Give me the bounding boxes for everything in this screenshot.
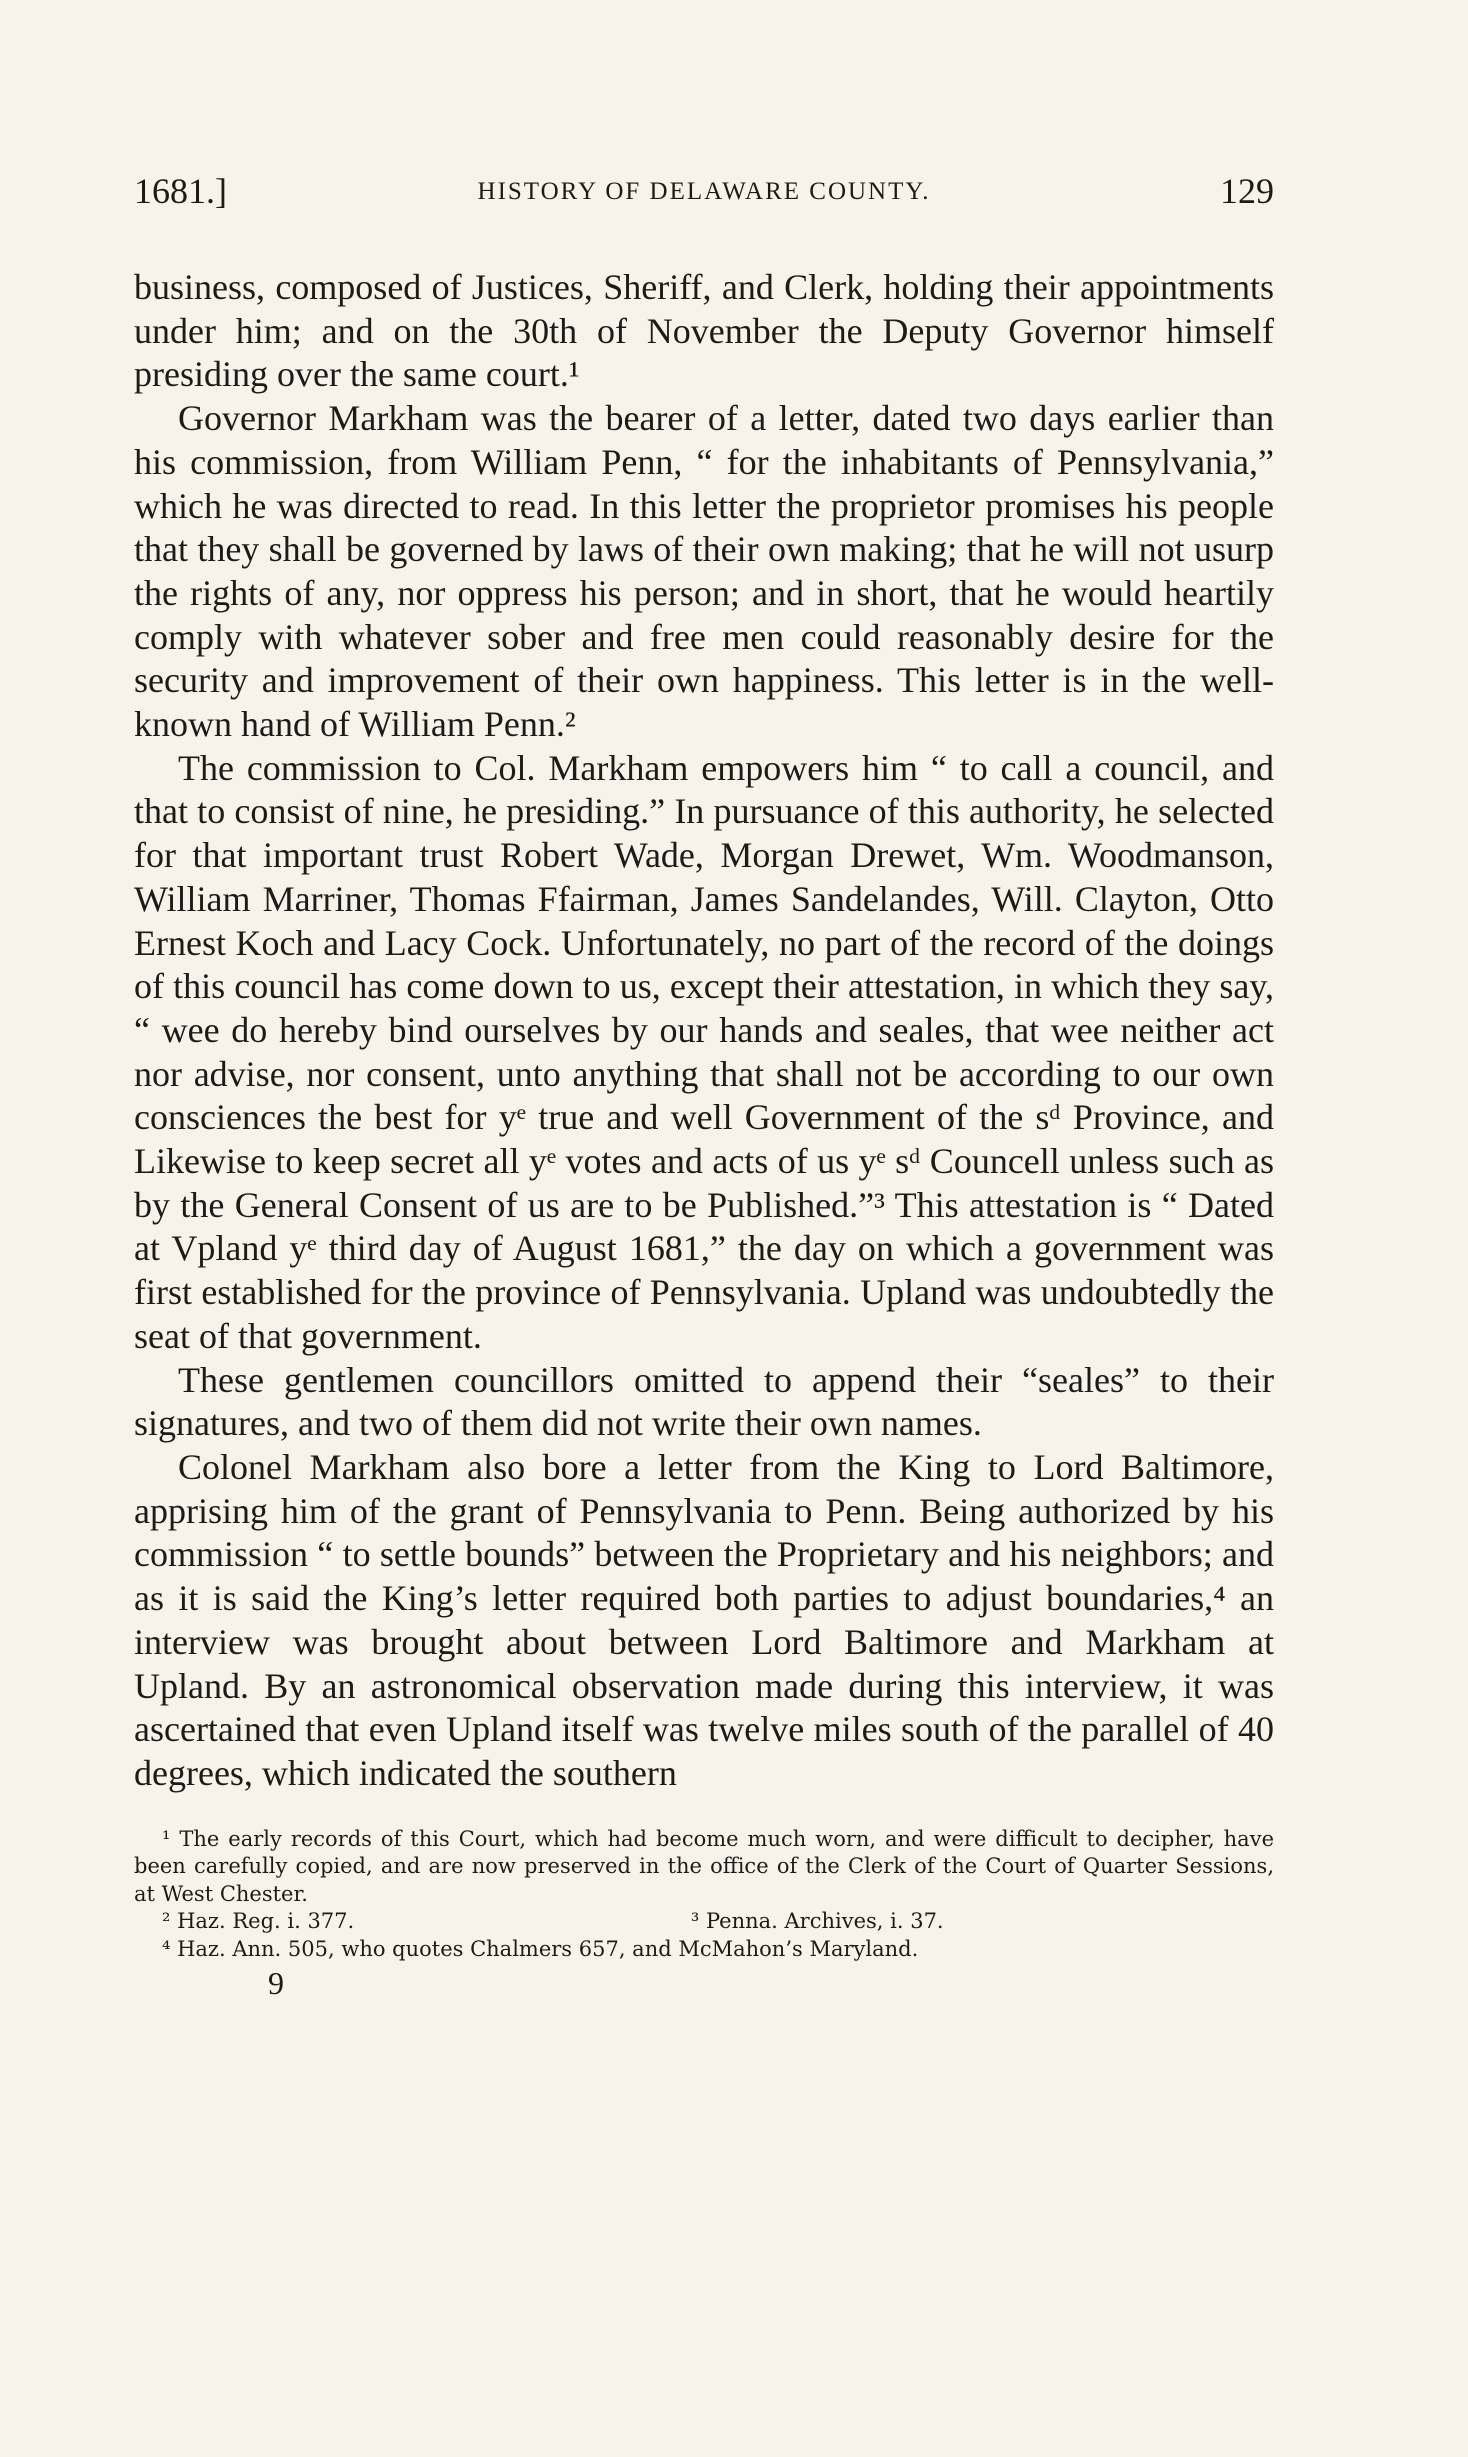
paragraph-1: business, composed of Justices, Sheriff, and Clerk, holding their appointments under him; and on the 30th of November the Deputy Governor himself presiding over the same court.¹ bbox=[134, 267, 1274, 395]
header-year: 1681.] bbox=[134, 171, 227, 211]
signature-mark: 9 bbox=[268, 1965, 284, 2002]
footnote-4: ⁴ Haz. Ann. 505, who quotes Chalmers 657, and McMahon’s Maryland. bbox=[162, 1936, 919, 1961]
header-title: HISTORY OF DELAWARE COUNTY. bbox=[477, 178, 931, 205]
book-page bbox=[134, 160, 1274, 2002]
footnote-1: ¹ The early records of this Court, which had become much worn, and were difficult to decipher, have been carefully copied, and are now preserved in the office of the Clerk of the Court of Quarter Sessions, at West Chester. bbox=[134, 1826, 1274, 1906]
paragraph-3: The commission to Col. Markham empowers him “ to call a council, and that to consist of nine, he presiding.” In pursuance of this authority, he selected for that important trust Robert Wade, Morgan Drewet, Wm. Woodmanson, William Marriner, Thomas Ffairman, James Sandelandes, Will. Clayton, Otto Ernest Koch and Lacy Cock. Unfortunately, no part of the record of the doings of this council has come down to us, except their attestation, in which they say, “ wee do hereby bind ourselves by our hands and seales, that wee neither act nor advise, nor consent, unto anything that shall not be according to our own consciences the best for yᵉ true and well Government of the sᵈ Province, and Likewise to keep secret all yᵉ votes and acts of us yᵉ sᵈ Councell unless such as by the General Consent of us are to be Published.”³ This attestation is “ Dated at Vpland yᵉ third day of August 1681,” the day on which a government was first established for the province of Pennsylvania. Upland was undoubtedly the seat of that government. bbox=[134, 747, 1274, 1356]
paragraph-4: These gentlemen councillors omitted to append their “seales” to their signatures, and two of them did not write their own names. bbox=[134, 1359, 1274, 1444]
paragraph-5: Colonel Markham also bore a letter from the King to Lord Baltimore, apprising him of the grant of Pennsylvania to Penn. Being authorized by his commission “ to settle bounds” between the Proprietary and his neighbors; and as it is said the King’s letter required both parties to adjust boundaries,⁴ an interview was brought about between Lord Baltimore and Markham at Upland. By an astronomical observation made during this interview, it was ascertained that even Upland itself was twelve miles south of the parallel of 40 degrees, which indicated the southern bbox=[134, 1446, 1274, 1793]
paragraph-2: Governor Markham was the bearer of a letter, dated two days earlier than his commission, from William Penn, “ for the inhabitants of Pennsylvania,” which he was directed to read. In this letter the proprietor promises his people that they shall be governed by laws of their own making; that he will not usurp the rights of any, nor oppress his person; and in short, that he would heartily comply with whatever sober and free men could reasonably desire for the security and improvement of their own happiness. This letter is in the well-known hand of William Penn.² bbox=[134, 398, 1274, 745]
footnote-3: ³ Penna. Archives, i. 37. bbox=[690, 1909, 944, 1934]
body-text bbox=[134, 266, 1274, 1796]
footnotes bbox=[134, 1826, 1274, 1964]
footnote-row-2-3 bbox=[134, 1908, 1274, 1936]
footnote-2: ² Haz. Reg. i. 377. bbox=[162, 1909, 355, 1934]
page-number: 129 bbox=[1220, 171, 1274, 211]
running-head bbox=[134, 160, 1274, 220]
